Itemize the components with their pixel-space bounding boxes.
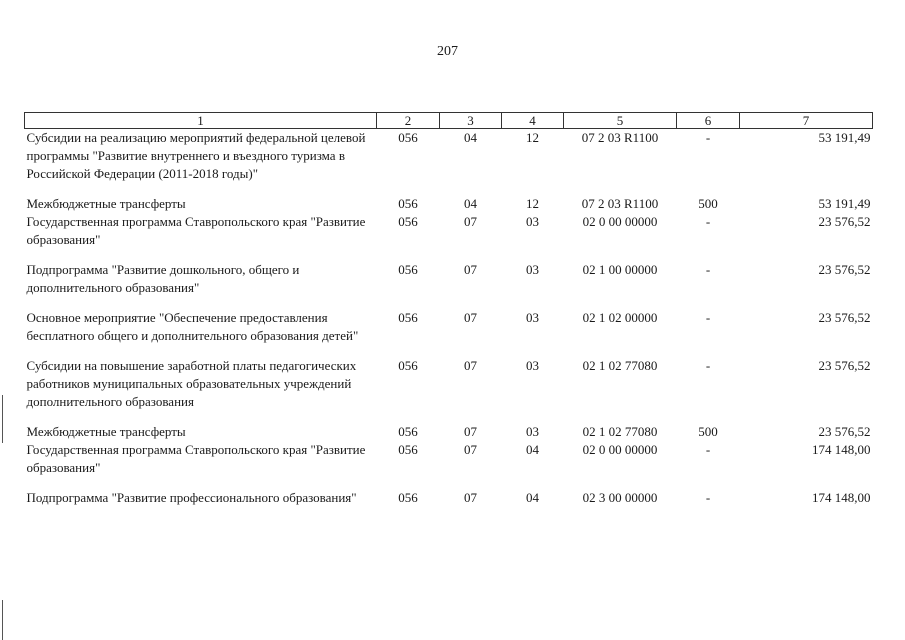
row-sum: 23 576,52 [818,262,871,277]
row-vr: - [705,442,711,457]
row-sum: 23 576,52 [818,424,871,439]
row-csr: 02 0 00 00000 [582,442,658,457]
row-vr: - [705,310,711,325]
row-pr: 12 [526,196,539,211]
row-vr: 500 [698,424,718,439]
table-row [25,423,873,441]
row-sum: 53 191,49 [818,196,871,211]
column-header: 1 [25,113,377,129]
table-header-row [25,113,873,129]
column-header: 2 [377,113,440,129]
row-ved: 056 [398,262,418,277]
table-row [25,489,873,507]
row-csr: 02 3 00 00000 [582,490,658,505]
row-name: Межбюджетные трансферты [26,424,186,439]
row-csr: 02 1 02 77080 [582,424,658,439]
column-header: 3 [440,113,502,129]
row-name: Подпрограмма "Развитие профессионального образования" [26,490,357,505]
row-sum: 23 576,52 [818,214,871,229]
row-rz: 07 [464,262,477,277]
column-header: 5 [564,113,677,129]
table-row [25,441,873,489]
row-rz: 07 [464,424,477,439]
row-vr: - [705,130,711,145]
row-vr: - [705,214,711,229]
row-ved: 056 [398,490,418,505]
row-pr: 04 [526,490,539,505]
table-row [25,357,873,423]
column-header: 7 [740,113,873,129]
row-rz: 07 [464,442,477,457]
row-pr: 04 [526,442,539,457]
column-header: 4 [502,113,564,129]
row-sum: 174 148,00 [812,490,871,505]
row-rz: 04 [464,196,477,211]
table-row [25,309,873,357]
row-ved: 056 [398,196,418,211]
row-pr: 03 [526,358,539,373]
row-name: Субсидии на реализацию мероприятий федеральной целевой программы "Развитие внутреннего и въездного туризма в Российской Федерации (2011-2018 годы)" [26,130,366,181]
row-ved: 056 [398,130,418,145]
row-vr: - [705,490,711,505]
row-csr: 02 1 02 00000 [582,310,658,325]
row-vr: 500 [698,196,718,211]
row-ved: 056 [398,310,418,325]
page-number: 207 [437,44,458,59]
row-rz: 04 [464,130,477,145]
row-ved: 056 [398,358,418,373]
row-pr: 03 [526,262,539,277]
row-sum: 23 576,52 [818,310,871,325]
row-vr: - [705,358,711,373]
row-csr: 02 0 00 00000 [582,214,658,229]
row-ved: 056 [398,442,418,457]
row-rz: 07 [464,490,477,505]
row-csr: 02 1 00 00000 [582,262,658,277]
row-pr: 03 [526,310,539,325]
table-row [25,129,873,196]
row-name: Государственная программа Ставропольского края "Развитие образования" [26,442,366,475]
row-rz: 07 [464,310,477,325]
scan-edge-mark [2,395,3,443]
budget-table [24,112,873,507]
column-header: 6 [677,113,740,129]
row-name: Государственная программа Ставропольского края "Развитие образования" [26,214,366,247]
row-ved: 056 [398,214,418,229]
table-row [25,261,873,309]
row-rz: 07 [464,214,477,229]
row-ved: 056 [398,424,418,439]
row-rz: 07 [464,358,477,373]
scan-edge-mark [2,600,3,640]
row-pr: 03 [526,424,539,439]
row-name: Подпрограмма "Развитие дошкольного, общего и дополнительного образования" [26,262,300,295]
row-pr: 12 [526,130,539,145]
row-csr: 07 2 03 R1100 [581,130,659,145]
row-sum: 23 576,52 [818,358,871,373]
row-name: Основное мероприятие "Обеспечение предоставления бесплатного общего и дополнительного образования детей" [26,310,359,343]
row-sum: 174 148,00 [812,442,871,457]
row-sum: 53 191,49 [818,130,871,145]
table-row [25,213,873,261]
row-csr: 07 2 03 R1100 [581,196,659,211]
row-csr: 02 1 02 77080 [582,358,658,373]
row-name: Межбюджетные трансферты [26,196,186,211]
row-pr: 03 [526,214,539,229]
table-row [25,195,873,213]
row-name: Субсидии на повышение заработной платы педагогических работников муниципальных образовательных учреждений дополнительного образования [26,358,357,409]
row-vr: - [705,262,711,277]
